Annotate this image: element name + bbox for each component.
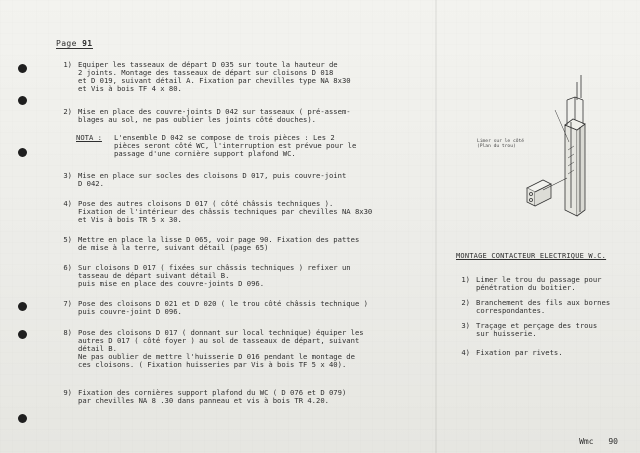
item-number: 2): [63, 107, 72, 116]
item-number: 9): [63, 388, 72, 397]
item-text: Branchement des fils aux bornes correspondantes.: [476, 298, 611, 315]
item-number: 1): [461, 275, 470, 284]
item-number: 8): [63, 328, 72, 337]
item-text: Sur cloisons D 017 ( fixées sur châssis techniques ) refixer un tasseau de départ suivant détail B. puis mise en place des couvre-joints D 096.: [78, 263, 351, 288]
footer-page-number: 90: [608, 437, 618, 446]
item-text: Pose des cloisons D 017 ( donnant sur local technique) équiper les autres D 017 ( côté foyer ) au sol de tasseaux de départ, suivant détail B. Ne pas oublier de mettre l'huisserie D 016 pendant le montage de ces cloisons. ( Fixation huisseries par Vis à bois TF 5 x 40).: [78, 328, 364, 369]
page-fold: [435, 0, 437, 453]
item-text: Pose des autres cloisons D 017 ( côté châssis techniques ). Fixation de l'intérieur des châssis techniques par chevilles NA 8x30 et Vis à bois TR 5 x 30.: [78, 199, 373, 224]
item-number: 4): [461, 348, 470, 357]
item-text: Fixation des cornières support plafond du WC ( D 076 et D 079) par chevilles NA 8 .30 dans panneau et vis à bois TR 4.20.: [78, 388, 347, 405]
page-footer: [569, 437, 618, 446]
binder-hole: [18, 64, 27, 73]
binder-hole: [18, 330, 27, 339]
item-text: Mise en place des couvre-joints D 042 sur tasseaux ( pré-assem- blages au sol, ne pas oublier les joints côté douches).: [78, 107, 351, 124]
page-label-number: 91: [82, 39, 93, 48]
section-title: MONTAGE CONTACTEUR ELECTRIQUE W.C.: [456, 252, 607, 260]
binder-hole: [18, 414, 27, 423]
item-text: Traçage et perçage des trous sur huisserie.: [476, 321, 598, 338]
binder-hole: [18, 148, 27, 157]
item-text: Mise en place sur socles des cloisons D 017, puis couvre-joint D 042.: [78, 171, 347, 188]
binder-hole: [18, 302, 27, 311]
item-text: Fixation par rivets.: [476, 348, 563, 357]
binder-hole: [18, 96, 27, 105]
item-number: 6): [63, 263, 72, 272]
item-text: Equiper les tasseaux de départ D 035 sur toute la hauteur de 2 joints. Montage des tasseaux de départ sur cloisons D 018 et D 019, suivant détail A. Fixation par chevilles type NA 8x30 et Vis à bois TF 4 x 80.: [78, 60, 351, 93]
page-label: [56, 39, 93, 48]
page-label-prefix: Page: [56, 39, 77, 48]
item-number: 4): [63, 199, 72, 208]
item-number: 7): [63, 299, 72, 308]
note-text: L'ensemble D 042 se compose de trois pièces : Les 2 pièces seront côté WC, l'interruption est prévue pour le passage d'une cornière support plafond WC.: [114, 133, 357, 158]
item-text: Limer le trou du passage pour pénétration du boitier.: [476, 275, 602, 292]
contactor-drawing: [455, 70, 620, 230]
footer-mark: Wmc: [579, 437, 594, 446]
item-number: 3): [63, 171, 72, 180]
item-number: 3): [461, 321, 470, 330]
note-label: NOTA :: [76, 133, 102, 142]
item-number: 2): [461, 298, 470, 307]
item-text: Mettre en place la lisse D 065, voir page 90. Fixation des pattes de mise à la terre, suivant détail (page 65): [78, 235, 360, 252]
item-text: Pose des cloisons D 021 et D 020 ( le trou côté châssis technique ) puis couvre-joint D 096.: [78, 299, 368, 316]
drawing-caption: Limer sur le côté (Plan du trou): [477, 139, 525, 149]
item-number: 1): [63, 60, 72, 69]
item-number: 5): [63, 235, 72, 244]
